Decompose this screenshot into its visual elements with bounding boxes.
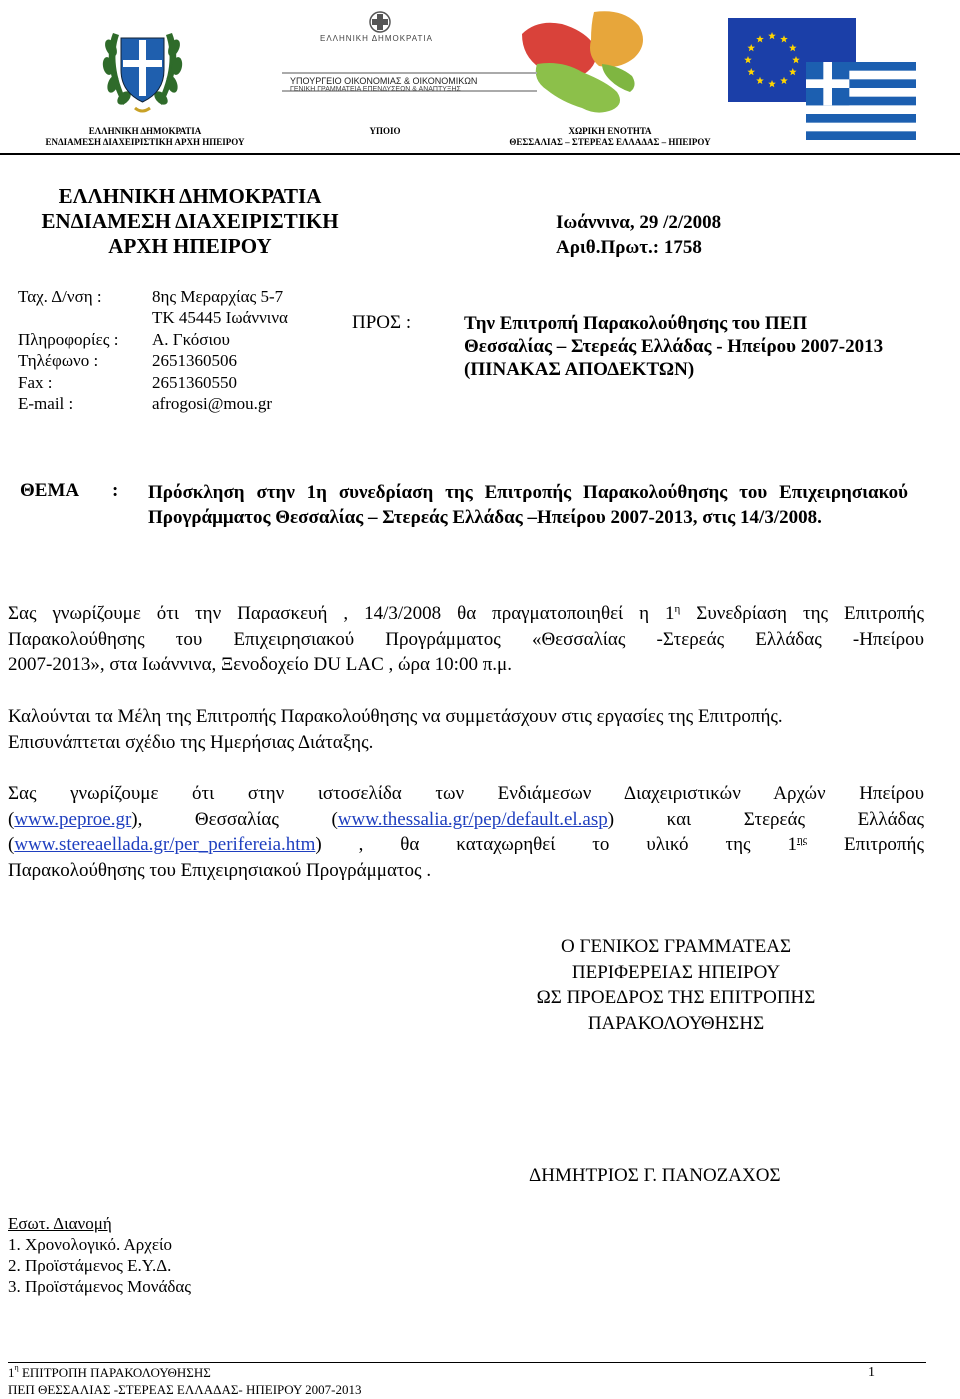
body-paragraph-1 xyxy=(8,601,924,678)
footer-divider xyxy=(8,1362,926,1363)
footer-line2: ΠΕΠ ΘΕΣΣΑΛΙΑΣ -ΣΤΕΡΕΑΣ ΕΛΛΑΔΑΣ- ΗΠΕΙΡΟΥ 2007-2013 xyxy=(8,1382,362,1397)
distribution-item: 3. Προϊστάμενος Μονάδας xyxy=(8,1277,192,1296)
signature-title-4: ΠΑΡΑΚΟΛΟΥΘΗΣΗΣ xyxy=(587,1012,765,1034)
footer-line1-b: ΕΠΙΤΡΟΠΗ ΠΑΡΑΚΟΛΟΥΘΗΣΗΣ xyxy=(18,1365,211,1380)
signature-title-2: ΠΕΡΙΦΕΡΕΙΑΣ ΗΠΕΙΡΟΥ xyxy=(571,961,781,983)
footer-page-number: 1 xyxy=(868,1365,875,1380)
signatory-name: ΔΗΜΗΤΡΙΟΣ Γ. ΠΑΝΟΖΑΧΟΣ xyxy=(529,1165,781,1186)
body-p1-line1 xyxy=(8,601,924,627)
contact-email-label: E-mail : xyxy=(18,394,74,413)
body-p3-line4: Παρακολούθησης του Επιχειρησιακού Προγράμματος . xyxy=(8,859,432,881)
header-right-caption xyxy=(490,126,730,148)
header-left-caption xyxy=(20,126,270,148)
body-p3-line3-a: ( xyxy=(8,834,15,855)
header-right-caption-line1: ΧΩΡΙΚΗ ΕΝΟΤΗΤΑ xyxy=(568,126,652,136)
subject-line1: Πρόσκληση στην 1η συνεδρίαση της Επιτροπής Παρακολούθησης του Επιχειρησιακού xyxy=(148,482,908,503)
footer-line1-sup: η xyxy=(14,1363,19,1372)
header-divider xyxy=(0,153,960,155)
body-paragraph-2 xyxy=(8,704,924,755)
ministry-logo-line2: ΓΕΝΙΚΗ ΓΡΑΜΜΑΤΕΙΑ ΕΠΕΝΔΥΣΕΩΝ & ΑΝΑΠΤΥΞΗΣ xyxy=(290,86,461,93)
signature-title-3: ΩΣ ΠΡΟΕΔΡΟΣ ΤΗΣ ΕΠΙΤΡΟΠΗΣ xyxy=(536,987,816,1008)
sender-block xyxy=(10,184,370,259)
contact-fax-label: Fax : xyxy=(18,373,53,392)
contact-phone-value: 2651360506 xyxy=(152,351,237,370)
contact-address-2: ΤΚ 45445 Ιωάννινα xyxy=(152,308,288,327)
body-p3-line3-b: ) , θα καταχωρηθεί το υλικό της 1 xyxy=(315,834,797,855)
subject-label: ΘΕΜΑ xyxy=(20,480,80,501)
sender-line3: ΑΡΧΗ ΗΠΕΙΡΟΥ xyxy=(108,234,272,258)
sender-line1: ΕΛΛΗΝΙΚΗ ΔΗΜΟΚΡΑΤΙΑ xyxy=(58,184,322,208)
body-p2-line2: Επισυνάπτεται σχέδιο της Ημερήσιας Διάταξης. xyxy=(8,731,374,753)
contact-fax-value: 2651360550 xyxy=(152,373,237,392)
greek-flag xyxy=(806,62,916,140)
footer-line1-a: 1 xyxy=(8,1365,15,1380)
letter-date: Ιωάννινα, 29 /2/2008 xyxy=(556,212,722,233)
distribution-item: 1. Χρονολογικό. Αρχείο xyxy=(8,1235,173,1254)
body-p3-line2-b: ), Θεσσαλίας ( xyxy=(131,808,338,830)
body-p1-line1-b: Συνεδρίαση της Επιτροπής xyxy=(680,603,924,624)
ministry-logo xyxy=(282,4,682,116)
header-left-caption-line2: ΕΝΔΙΑΜΕΣΗ ΔΙΑΧΕΙΡΙΣΤΙΚΗ ΑΡΧΗ ΗΠΕΙΡΟΥ xyxy=(45,137,245,147)
contact-info-label: Πληροφορίες : xyxy=(18,330,119,349)
body-p1-line2: Παρακολούθησης του Επιχειρησιακού Προγράμματος «Θεσσαλίας -Στερεάς Ελλάδας -Ηπείρου xyxy=(8,628,924,650)
body-p1-line1-sup: η xyxy=(674,603,681,615)
distribution-item: 2. Προϊστάμενος Ε.Υ.Δ. xyxy=(8,1256,172,1275)
body-p1-line3: 2007-2013», στα Ιωάννινα, Ξενοδοχείο DU LAC , ώρα 10:00 π.μ. xyxy=(8,654,512,675)
recipient-label: ΠΡΟΣ : xyxy=(352,312,412,333)
distribution-heading: Εσωτ. Διανομή xyxy=(8,1214,112,1233)
ministry-logo-top-text: ΕΛΛΗΝΙΚΗ ΔΗΜΟΚΡΑΤΙΑ xyxy=(320,34,433,43)
body-p3-line3 xyxy=(8,832,924,858)
body-p3-line3-c: Επιτροπής xyxy=(807,834,924,855)
header-left-caption-line1: ΕΛΛΗΝΙΚΗ ΔΗΜΟΚΡΑΤΙΑ xyxy=(88,126,202,136)
body-p3-line3-sup: ης xyxy=(796,834,808,846)
contact-address-1: 8ης Μεραρχίας 5-7 xyxy=(152,287,284,306)
body-p2-line1: Καλούνται τα Μέλη της Επιτροπής Παρακολούθησης να συμμετάσχουν στις εργασίες της Επιτροπής. xyxy=(8,706,783,727)
subject-colon: : xyxy=(112,480,119,501)
body-p3-line2 xyxy=(8,807,924,833)
link-thessalia[interactable]: www.thessalia.gr/pep/default.el.asp xyxy=(337,808,608,830)
contact-info-value: Α. Γκόσιου xyxy=(152,330,230,349)
recipient-line3: (ΠΙΝΑΚΑΣ ΑΠΟΔΕΚΤΩΝ) xyxy=(464,359,695,380)
signature-title-block xyxy=(496,934,856,1036)
footer-line1 xyxy=(8,1365,211,1381)
ministry-logo-line1: ΥΠΟΥΡΓΕΙΟ ΟΙΚΟΝΟΜΙΑΣ & ΟΙΚΟΝΟΜΙΚΩΝ xyxy=(290,76,478,86)
recipient-line1: Την Επιτροπή Παρακολούθησης του ΠΕΠ xyxy=(464,313,808,334)
link-peproe[interactable]: www.peproe.gr xyxy=(14,808,132,830)
contact-address-label: Ταχ. Δ/νση : xyxy=(18,287,102,306)
contact-phone-label: Τηλέφωνο : xyxy=(18,351,99,370)
signature-title-1: Ο ΓΕΝΙΚΟΣ ΓΡΑΜΜΑΤΕΑΣ xyxy=(560,936,791,957)
protocol-number: Αριθ.Πρωτ.: 1758 xyxy=(556,237,702,258)
contact-email-value: afrogosi@mou.gr xyxy=(152,394,272,413)
link-stereaellada[interactable]: www.stereaellada.gr/per_perifereia.htm xyxy=(14,834,316,855)
distribution-block xyxy=(8,1213,191,1297)
date-block xyxy=(556,210,721,260)
recipient-line2: Θεσσαλίας – Στερεάς Ελλάδας - Ηπείρου 2007-2013 xyxy=(464,336,884,357)
recipient-block xyxy=(464,312,883,381)
body-p1-line1-a: Σας γνωρίζουμε ότι την Παρασκευή , 14/3/2008 θα πραγματοποιηθεί η 1 xyxy=(8,603,675,624)
body-p3-line2-a: ( xyxy=(8,808,15,830)
sender-line2: ΕΝΔΙΑΜΕΣΗ ΔΙΑΧΕΙΡΙΣΤΙΚΗ xyxy=(41,209,339,233)
greek-coat-of-arms-logo xyxy=(95,8,190,120)
subject-text xyxy=(148,480,908,530)
body-paragraph-3 xyxy=(8,781,924,883)
header-right-caption-line2: ΘΕΣΣΑΛΙΑΣ – ΣΤΕΡΕΑΣ ΕΛΛΑΔΑΣ – ΗΠΕΙΡΟΥ xyxy=(509,137,711,147)
body-p3-line1: Σας γνωρίζουμε ότι στην ιστοσελίδα των Ενδιάμεσων Διαχειριστικών Αρχών Ηπείρου xyxy=(8,783,924,804)
body-p3-line2-c: ) και Στερεάς Ελλάδας xyxy=(607,808,924,830)
header-center-caption: ΥΠΟΙΟ xyxy=(369,126,401,136)
subject-line2: Προγράμματος Θεσσαλίας – Στερεάς Ελλάδας –Ηπείρου 2007-2013, στις 14/3/2008. xyxy=(148,507,822,528)
